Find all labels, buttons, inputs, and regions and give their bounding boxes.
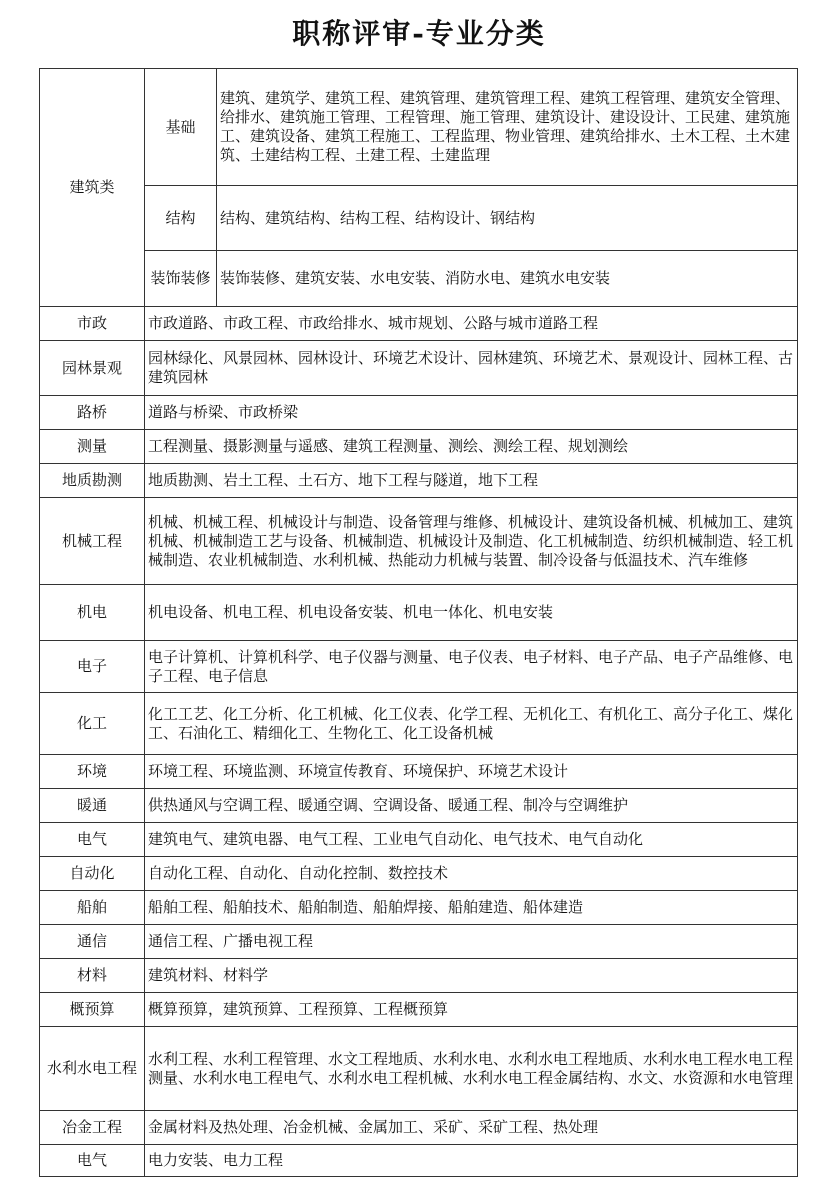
table-row [40,1145,798,1177]
majors-cell: 建筑、建筑学、建筑工程、建筑管理、建筑管理工程、建筑工程管理、建筑安全管理、给排水、建筑施工管理、工程管理、施工管理、建筑设计、建设设计、工民建、建筑施工、建筑设备、建筑工程施工、工程监理、物业管理、建筑给排水、土木工程、土木建筑、土建结构工程、土建工程、土建监理 [217,69,798,186]
majors-cell: 道路与桥梁、市政桥梁 [145,396,798,430]
category-cell: 冶金工程 [40,1111,145,1145]
category-cell: 路桥 [40,396,145,430]
table-row [40,430,798,464]
category-cell: 园林景观 [40,341,145,396]
category-cell: 化工 [40,693,145,755]
table-row [40,641,798,693]
table-row [40,69,798,186]
majors-cell: 装饰装修、建筑安装、水电安装、消防水电、建筑水电安装 [217,251,798,307]
majors-cell: 地质勘测、岩土工程、土石方、地下工程与隧道，地下工程 [145,464,798,498]
subcategory-cell: 结构 [145,186,217,251]
subcategory-cell: 装饰装修 [145,251,217,307]
category-cell: 自动化 [40,857,145,891]
table-row [40,857,798,891]
category-cell: 地质勘测 [40,464,145,498]
table-row [40,1111,798,1145]
table-row [40,341,798,396]
category-cell: 材料 [40,959,145,993]
table-row [40,1027,798,1111]
category-cell: 水利水电工程 [40,1027,145,1111]
majors-cell: 自动化工程、自动化、自动化控制、数控技术 [145,857,798,891]
category-cell: 通信 [40,925,145,959]
category-cell: 船舶 [40,891,145,925]
table-row [40,823,798,857]
majors-cell: 园林绿化、风景园林、园林设计、环境艺术设计、园林建筑、环境艺术、景观设计、园林工程、古建筑园林 [145,341,798,396]
major-classification-table [39,68,798,1177]
category-cell: 暖通 [40,789,145,823]
majors-cell: 概算预算，建筑预算、工程预算、工程概预算 [145,993,798,1027]
page-title: 职称评审-专业分类 [292,17,546,50]
table-row [40,755,798,789]
category-cell: 电气 [40,1145,145,1177]
category-cell: 电子 [40,641,145,693]
majors-cell: 供热通风与空调工程、暖通空调、空调设备、暖通工程、制冷与空调维护 [145,789,798,823]
majors-cell: 船舶工程、船舶技术、船舶制造、船舶焊接、船舶建造、船体建造 [145,891,798,925]
majors-cell: 建筑电气、建筑电器、电气工程、工业电气自动化、电气技术、电气自动化 [145,823,798,857]
category-cell: 测量 [40,430,145,464]
majors-cell: 建筑材料、材料学 [145,959,798,993]
majors-cell: 通信工程、广播电视工程 [145,925,798,959]
majors-cell: 结构、建筑结构、结构工程、结构设计、钢结构 [217,186,798,251]
table-row [40,498,798,585]
majors-cell: 水利工程、水利工程管理、水文工程地质、水利水电、水利水电工程地质、水利水电工程水电工程测量、水利水电工程电气、水利水电工程机械、水利水电工程金属结构、水文、水资源和水电管理 [145,1027,798,1111]
category-cell: 环境 [40,755,145,789]
category-cell: 机电 [40,585,145,641]
majors-cell: 机电设备、机电工程、机电设备安装、机电一体化、机电安装 [145,585,798,641]
category-cell: 概预算 [40,993,145,1027]
category-cell: 电气 [40,823,145,857]
category-cell: 机械工程 [40,498,145,585]
table-row [40,186,798,251]
table-row [40,959,798,993]
table-row [40,585,798,641]
category-cell: 建筑类 [40,69,145,307]
table-row [40,693,798,755]
table-row [40,789,798,823]
majors-cell: 市政道路、市政工程、市政给排水、城市规划、公路与城市道路工程 [145,307,798,341]
majors-cell: 工程测量、摄影测量与遥感、建筑工程测量、测绘、测绘工程、规划测绘 [145,430,798,464]
table-row [40,993,798,1027]
majors-cell: 化工工艺、化工分析、化工机械、化工仪表、化学工程、无机化工、有机化工、高分子化工、煤化工、石油化工、精细化工、生物化工、化工设备机械 [145,693,798,755]
table-row [40,396,798,430]
majors-cell: 电力安装、电力工程 [145,1145,798,1177]
table-row [40,307,798,341]
majors-cell: 环境工程、环境监测、环境宣传教育、环境保护、环境艺术设计 [145,755,798,789]
majors-cell: 机械、机械工程、机械设计与制造、设备管理与维修、机械设计、建筑设备机械、机械加工、建筑机械、机械制造工艺与设备、机械制造、机械设计及制造、化工机械制造、纺织机械制造、轻工机械制造、农业机械制造、水利机械、热能动力机械与装置、制冷设备与低温技术、汽车维修 [145,498,798,585]
table-row [40,891,798,925]
majors-cell: 电子计算机、计算机科学、电子仪器与测量、电子仪表、电子材料、电子产品、电子产品维修、电子工程、电子信息 [145,641,798,693]
category-cell: 市政 [40,307,145,341]
subcategory-cell: 基础 [145,69,217,186]
table-row [40,251,798,307]
majors-cell: 金属材料及热处理、冶金机械、金属加工、采矿、采矿工程、热处理 [145,1111,798,1145]
table-row [40,464,798,498]
table-row [40,925,798,959]
